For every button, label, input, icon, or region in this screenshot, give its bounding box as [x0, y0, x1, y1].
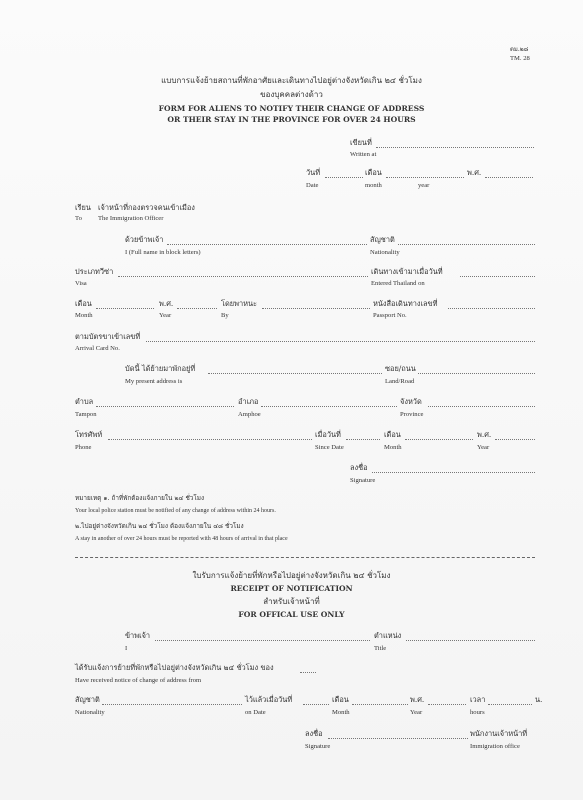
- receipt-month-label-thai: เดือน: [332, 695, 349, 704]
- to-recipient-thai: เจ้าหน้าที่กองตรวจคนเข้าเมือง: [98, 203, 195, 212]
- tambon-field[interactable]: [96, 406, 234, 407]
- receipt-time-field[interactable]: [488, 704, 532, 705]
- written-at-label-english: Written at: [350, 151, 377, 158]
- phone-label-thai: โทรศัพท์: [75, 430, 103, 439]
- officer-label-thai: พนักงานเจ้าหน้าที่: [470, 729, 528, 738]
- official-use-thai: สำหรับเจ้าหน้าที่: [263, 597, 320, 606]
- receipt-year-field[interactable]: [428, 704, 466, 705]
- since-year-field[interactable]: [495, 439, 535, 440]
- receipt-signature-field[interactable]: [328, 738, 468, 739]
- officer-title-label-english: Title: [374, 645, 387, 652]
- title-english-line1: FORM FOR ALIENS TO NOTIFY THEIR CHANGE OF ADDRESS: [158, 104, 425, 113]
- nationality-label-thai: สัญชาติ: [370, 235, 395, 244]
- since-label-thai: เมื่อวันที่: [315, 430, 341, 439]
- passport-label-english: Passport No.: [373, 312, 407, 319]
- full-name-field[interactable]: [167, 244, 367, 245]
- receipt-time-suffix: น.: [535, 695, 543, 704]
- lane-road-field[interactable]: [418, 373, 535, 374]
- nationality-field[interactable]: [398, 244, 535, 245]
- tambon-label-thai: ตำบล: [75, 397, 94, 406]
- note2-english: A stay in another of over 24 hours must be reported with 48 hours of arrival in that place: [75, 536, 288, 542]
- amphoe-label-english: Amphoe: [238, 411, 261, 418]
- passport-number-field[interactable]: [448, 308, 535, 309]
- phone-label-english: Phone: [75, 444, 92, 451]
- received-from-field[interactable]: [300, 672, 316, 673]
- visa-field[interactable]: [118, 276, 368, 277]
- date-month-label-english: month: [365, 182, 382, 189]
- since-day-field[interactable]: [346, 439, 380, 440]
- title-thai-line1: แบบการแจ้งย้ายสถานที่พักอาศัยและเดินทางไปอยู่ต่างจังหวัดเกิน ๒๔ ชั่วโมง: [161, 76, 422, 85]
- form-code-english: TM. 28: [510, 55, 530, 62]
- visa-label-thai: ประเภทวีซ่า: [75, 267, 114, 276]
- amphoe-field[interactable]: [261, 406, 397, 407]
- receipt-title-english: RECEIPT OF NOTIFICATION: [230, 584, 353, 593]
- province-label-english: Province: [400, 411, 424, 418]
- since-month-label-english: Month: [384, 444, 402, 451]
- province-field[interactable]: [428, 406, 535, 407]
- address-label-thai: บัดนี้ ได้ย้ายมาพักอยู่ที่: [125, 364, 196, 373]
- receipt-month-label-english: Month: [332, 709, 350, 716]
- since-month-field[interactable]: [405, 439, 473, 440]
- arrival-card-label-english: Arrival Card No.: [75, 345, 120, 352]
- since-month-label-thai: เดือน: [384, 430, 401, 439]
- month-label-english: Month: [75, 312, 93, 319]
- note2-thai: ๒.ไปอยู่ต่างจังหวัดเกิน ๒๔ ชั่วโมง ต้องแจ้งภายใน ๔๘ ชั่วโมง: [75, 522, 244, 530]
- address-field[interactable]: [208, 373, 382, 374]
- signature-label-thai: ลงชื่อ: [350, 463, 368, 472]
- received-notice-english: Have received notice of change of address from: [75, 677, 202, 684]
- date-label-english: Date: [306, 182, 319, 189]
- year-label-thai: พ.ศ.: [159, 299, 174, 308]
- form-code-thai: ตม.๒๘: [510, 46, 529, 53]
- visa-label-english: Visa: [75, 280, 87, 287]
- officer-title-field[interactable]: [406, 640, 535, 641]
- officer-name-label-english: I: [125, 645, 128, 652]
- arrival-card-field[interactable]: [146, 341, 535, 342]
- official-use-english: FOR OFFICAL USE ONLY: [238, 610, 345, 619]
- receipt-signature-label-english: Signature: [305, 743, 331, 750]
- receipt-month-field[interactable]: [352, 704, 408, 705]
- to-label-english: To: [75, 215, 82, 222]
- nationality-label-english: Nationality: [370, 249, 400, 256]
- receipt-nationality-label-thai: สัญชาติ: [75, 695, 100, 704]
- note1-english: Your local police station must be notified of any change of address within 24 hours.: [75, 508, 276, 514]
- officer-title-label-thai: ตำแหน่ง: [374, 631, 402, 640]
- date-label-thai: วันที่: [306, 168, 321, 177]
- entry-month-field[interactable]: [96, 308, 154, 309]
- phone-field[interactable]: [108, 439, 312, 440]
- year-label-english: Year: [159, 312, 172, 319]
- vehicle-field[interactable]: [262, 308, 370, 309]
- written-at-label-thai: เขียนที่: [350, 138, 372, 147]
- signature-field[interactable]: [372, 472, 535, 473]
- signature-label-english: Signature: [350, 477, 376, 484]
- written-at-field[interactable]: [376, 147, 534, 148]
- date-day-field[interactable]: [325, 177, 363, 178]
- amphoe-label-thai: อำเภอ: [238, 397, 259, 406]
- month-label-thai: เดือน: [75, 299, 92, 308]
- name-label-english: I (Full name in block letters): [125, 249, 201, 256]
- receipt-day-field[interactable]: [303, 704, 329, 705]
- tambon-label-english: Tampon: [75, 411, 97, 418]
- officer-label-english: Immigration office: [470, 743, 520, 750]
- receipt-time-label-thai: เวลา: [470, 695, 486, 704]
- since-year-label-english: Year: [477, 444, 490, 451]
- receipt-nationality-field[interactable]: [102, 704, 242, 705]
- receipt-year-label-thai: พ.ศ.: [410, 695, 425, 704]
- note1-thai: หมายเหตุ ๑. ถ้าที่พักต้องแจ้งภายใน ๒๔ ชั่วโมง: [75, 494, 205, 502]
- address-label-english: My present address is: [125, 378, 183, 385]
- name-label-thai: ด้วยข้าพเจ้า: [125, 235, 164, 244]
- officer-name-label-thai: ข้าพเจ้า: [125, 631, 151, 640]
- to-recipient-english: The Immigration Officer: [98, 215, 164, 222]
- entry-year-field[interactable]: [177, 308, 217, 309]
- receipt-cut-line: [75, 557, 535, 558]
- to-label-thai: เรียน: [75, 203, 91, 212]
- entered-label-thai: เดินทางเข้ามาเมื่อวันที่: [371, 267, 443, 276]
- arrival-card-label-thai: ตามบัตรขาเข้าเลขที่: [75, 332, 141, 341]
- province-label-thai: จังหวัด: [400, 397, 422, 406]
- receipt-time-label-english: hours: [470, 709, 485, 716]
- date-year-field[interactable]: [485, 177, 533, 178]
- lane-label-thai: ซอย/ถนน: [385, 364, 416, 373]
- receipt-nationality-label-english: Nationality: [75, 709, 105, 716]
- date-year-label-thai: พ.ศ.: [467, 168, 482, 177]
- date-year-label-english: year: [418, 182, 430, 189]
- entered-date-field[interactable]: [460, 276, 535, 277]
- by-label-thai: โดยพาหนะ: [221, 299, 258, 308]
- receipt-ondate-label-english: on Date: [245, 709, 266, 716]
- received-notice-thai: ได้รับแจ้งการย้ายที่พักหรือไปอยู่ต่างจังหวัดเกิน ๒๔ ชั่วโมง ของ: [75, 663, 274, 672]
- title-thai-line2: ของบุคคลต่างด้าว: [260, 90, 323, 99]
- date-month-label-thai: เดือน: [365, 168, 382, 177]
- receipt-ondate-label-thai: ไว้แล้วเมื่อวันที่: [245, 695, 293, 704]
- since-year-label-thai: พ.ศ.: [477, 430, 492, 439]
- title-english-line2: OR THEIR STAY IN THE PROVINCE FOR OVER 24 HOURS: [167, 115, 416, 124]
- date-month-field[interactable]: [386, 177, 464, 178]
- by-label-english: By: [221, 312, 229, 319]
- receipt-year-label-english: Year: [410, 709, 423, 716]
- lane-label-english: Land/Road: [385, 378, 415, 385]
- entered-label-english: Entered Thailand on: [371, 280, 425, 287]
- officer-name-field[interactable]: [155, 640, 370, 641]
- since-label-english: Since Date: [315, 444, 344, 451]
- receipt-title-thai: ใบรับการแจ้งย้ายที่พักหรือไปอยู่ต่างจังหวัดเกิน ๒๔ ชั่วโมง: [192, 571, 391, 580]
- receipt-signature-label-thai: ลงชื่อ: [305, 729, 323, 738]
- passport-label-thai: หนังสือเดินทางเลขที่: [373, 299, 438, 308]
